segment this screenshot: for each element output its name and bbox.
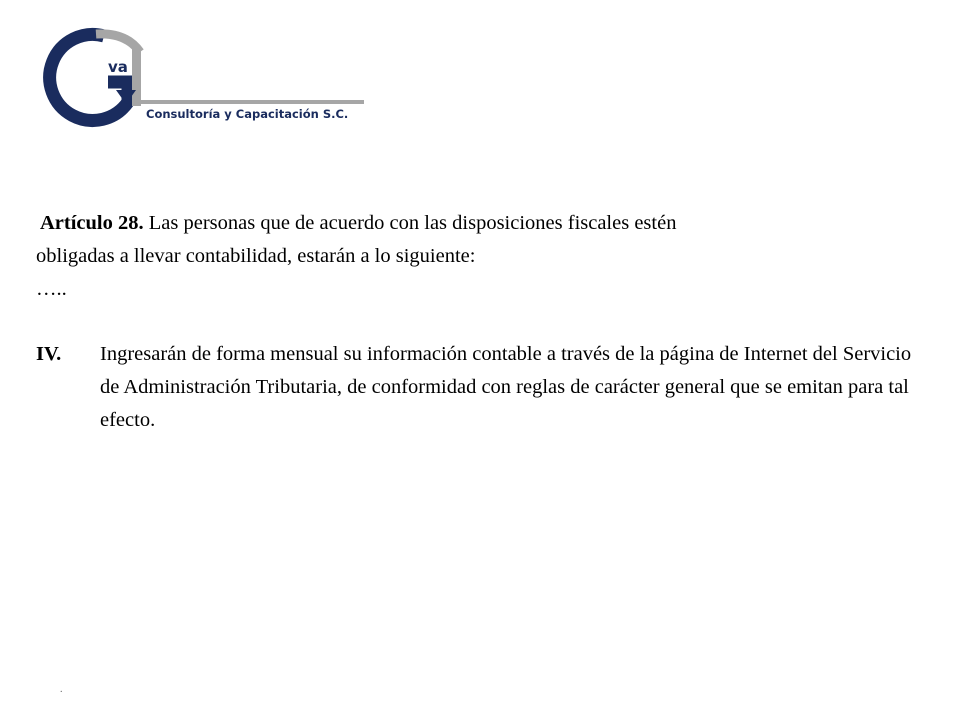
- footer-mark: .: [60, 684, 63, 695]
- logo-letters: va: [108, 58, 128, 76]
- company-logo: [26, 24, 371, 132]
- article-intro: [36, 207, 916, 240]
- fraction-text: Ingresarán de forma mensual su información contable a través de la página de Internet del Servicio de Administración Tributaria, de conformidad con reglas de carácter general que se emitan para tal efecto.: [100, 343, 912, 431]
- article-heading: Artículo 28.: [40, 212, 144, 234]
- article-intro-line2: obligadas a llevar contabilidad, estarán a lo siguiente:: [36, 245, 476, 267]
- article-block: [36, 207, 916, 306]
- logo-g-shape: [50, 34, 128, 120]
- logo-caption: Consultoría y Capacitación S.C.: [146, 107, 349, 121]
- article-ellipsis: …..: [36, 278, 67, 300]
- logo-vertical-bar: [132, 46, 141, 106]
- logo-horizontal-rule: [132, 100, 364, 104]
- article-intro-line1: Las personas que de acuerdo con las disposiciones fiscales estén: [143, 212, 677, 234]
- fraction-iv: [36, 338, 916, 437]
- fraction-number: IV.: [36, 343, 62, 365]
